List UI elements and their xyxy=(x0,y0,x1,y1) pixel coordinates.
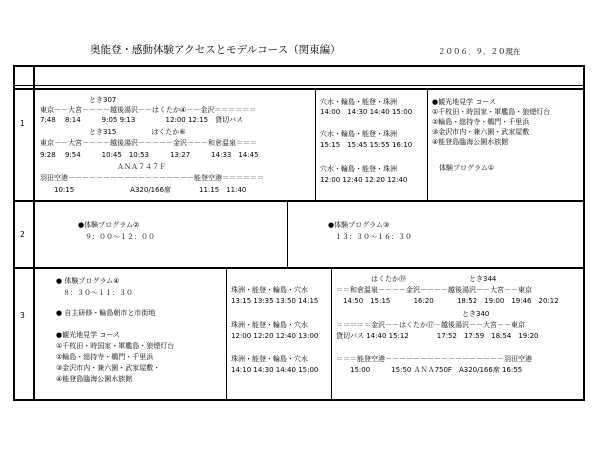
program-line: ③金沢市内・兼六園・武家屋敷・ xyxy=(56,364,161,372)
row-number-1: 1 xyxy=(20,119,25,128)
program-line: ● 体験プログラム④ xyxy=(56,277,120,285)
program-line: １３：３０～１６：３０ xyxy=(328,233,412,241)
schedule-line: 貸切バス 14:40 15:12 17:52 17:59 18:54 19:20 xyxy=(336,332,539,340)
schedule-line: とき315 はくたか⑥ xyxy=(40,128,186,136)
schedule-line: 羽田空港－－－－－－－－－－－－－－－－－－能登空港＝＝＝＝＝＝ xyxy=(40,174,264,182)
schedule-line: 東京－－大宮－－－－越後湯沢－－－－－金沢－－－和倉温泉＝＝＝ xyxy=(40,139,257,147)
schedule-line: 10:15 A320/166席 11:15 11:40 xyxy=(40,186,247,194)
row2-bottom-border xyxy=(13,267,585,269)
table-header-divider xyxy=(13,85,585,86)
stop-line: 12:00 12:40 12:20 12:40 xyxy=(320,176,408,184)
table-border-bottom xyxy=(13,399,585,401)
stop-line: 12:00 12:20 12:40 13:00 xyxy=(231,332,319,340)
schedule-line: 東京－－大宮－－－－越後湯沢－－はくたか④－－金沢＝＝＝＝＝＝ xyxy=(40,106,257,114)
table-border-right xyxy=(583,65,585,401)
stop-line: 15:15 15:45 15:55 16:10 xyxy=(320,141,413,149)
schedule-line: はくたか⑲ とき344 xyxy=(336,275,497,283)
stop-line: 珠洲・能登・輪島・穴水 xyxy=(231,355,308,363)
schedule-line: 14:50 15:15 16:20 18:52 19:00 19:46 20:12 xyxy=(336,297,559,305)
program-line: ９：００～１２：００ xyxy=(78,233,155,241)
program-line: ８：３０～１１：３０ xyxy=(56,289,133,297)
table-border-top xyxy=(13,65,585,67)
course-line: ②輪島・総持寺・鵜門・千里浜 xyxy=(432,118,530,126)
course-line: 体験プログラム① xyxy=(432,164,495,172)
program-line: ①千枚田・時国家・軍艦島・狼煙灯台 xyxy=(56,342,175,350)
row-number-2: 2 xyxy=(20,230,25,239)
schedule-line: ＝＝和倉温泉－－－－金沢－－－－越後湯沢－－大宮－－東京 xyxy=(336,286,532,294)
schedule-line: 9:28 9:54 10:45 10:53 13:27 14:33 14:45 xyxy=(40,151,259,159)
schedule-line: 15:00 15:50 ＡＮＡ750F A320/166席 16:55 xyxy=(336,366,523,374)
stop-line: 14:10 14:30 14:40 15:00 xyxy=(231,366,319,374)
course-line: ●観光地見学 コース xyxy=(432,98,496,106)
schedule-line: とき307 xyxy=(40,96,117,104)
stop-line: 穴水・輪島・能登・珠洲 xyxy=(320,98,397,106)
stop-line: 珠洲・能登・輪島・穴水 xyxy=(231,321,308,329)
schedule-line: ＝＝＝能登空港－－－－－－－－－－－－－－－－－羽田空港 xyxy=(336,355,532,363)
number-column-divider xyxy=(33,65,35,401)
program-line: ●体験プログラム③ xyxy=(328,221,390,229)
course-line: ④能登島臨海公園水族館 xyxy=(432,138,509,146)
row1-bottom-border xyxy=(13,200,585,202)
stop-line: 珠洲・能登・輪島・穴水 xyxy=(231,286,308,294)
schedule-line: 7:48 8:14 9:05 9:13 12:00 12:15 貸切バス xyxy=(40,116,244,124)
row-number-3: 3 xyxy=(20,311,25,320)
stop-line: 穴水・輪島・能登・珠洲 xyxy=(320,130,397,138)
as-of-date: ２００６．９．２０現在 xyxy=(438,47,521,56)
schedule-line: ＡＮＡ７４７Ｆ xyxy=(40,163,166,171)
program-line: ●体験プログラム② xyxy=(78,221,140,229)
stop-line: 14:00 14:30 14:40 15:00 xyxy=(320,108,413,116)
course-line: ①千枚田・時国家・軍艦島・狼煙灯台 xyxy=(432,108,551,116)
row1-divider-b xyxy=(427,90,428,200)
program-line: ● 自主研修・輪島朝市と市街地 xyxy=(56,309,156,317)
table-border-left xyxy=(13,65,15,401)
page-title: 奥能登・感動体験アクセスとモデルコース（関東編） xyxy=(90,44,341,56)
schedule-line: とき340 xyxy=(336,310,490,318)
course-line: ③金沢市内・兼六園・武家屋敷 xyxy=(432,128,530,136)
schedule-line: ＝＝＝＝＝金沢－－はくたか⑰－越後湯沢－－大宮－－東京 xyxy=(336,321,525,329)
stop-line: 穴水・輪島・能登・珠洲 xyxy=(320,165,397,173)
row3-divider-b xyxy=(331,269,332,399)
program-line: ●観光地見学 コース xyxy=(56,331,120,339)
row1-divider-a xyxy=(315,90,316,200)
row3-divider-a xyxy=(226,269,227,399)
table-border-header-bottom xyxy=(13,88,585,90)
program-line: ②輪島・総持寺・鵜門・千里浜 xyxy=(56,353,154,361)
row2-divider xyxy=(287,202,288,267)
stop-line: 13:15 13:35 13:50 14:15 xyxy=(231,297,319,305)
program-line: ④能登島臨海公園水族館 xyxy=(56,375,133,383)
